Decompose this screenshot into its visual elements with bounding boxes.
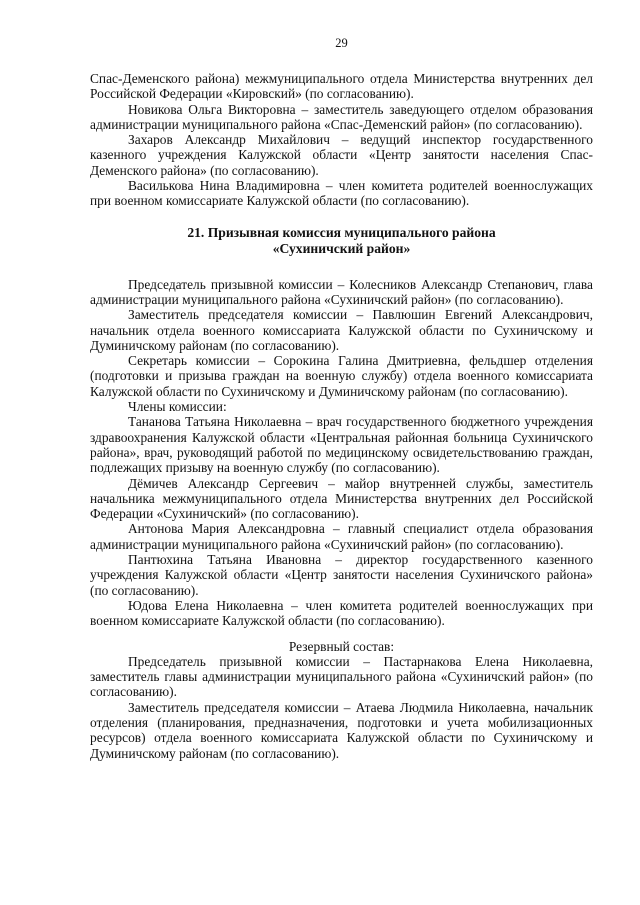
paragraph: Захаров Александр Михайлович – ведущий инспектор государственного казенного учреждения Калужской области «Центр занятости населения Спас-Деменского района» (по согласованию). bbox=[90, 132, 593, 178]
paragraph: Председатель призывной комиссии – Пастарнакова Елена Николаевна, заместитель главы администрации муниципального района «Сухиничский район» (по согласованию). bbox=[90, 653, 593, 700]
paragraph: Юдова Елена Николаевна – член комитета родителей военнослужащих при военном комиссариате Калужской области (по согласованию). bbox=[90, 597, 593, 629]
paragraph: Пантюхина Татьяна Ивановна – директор государственного казенного учреждения Калужской области «Центр занятости населения Сухиничского района» (по согласованию). bbox=[90, 552, 593, 598]
section-heading bbox=[90, 225, 593, 257]
section-title-line: «Сухиничский район» bbox=[272, 240, 411, 256]
paragraph: Секретарь комиссии – Сорокина Галина Дмитриевна, фельдшер отделения (подготовки и призыва граждан на военную службу) отдела военного комиссариата Калужской области по Сухиничскому и Думиничскому районам (по согласованию). bbox=[90, 353, 593, 399]
section-title-line: 21. Призывная комиссия муниципального района bbox=[187, 224, 496, 240]
paragraph: Председатель призывной комиссии – Колесников Александр Степанович, глава администрации муниципального района «Сухиничский район» (по согласованию). bbox=[90, 276, 593, 307]
members-label: Члены комиссии: bbox=[128, 399, 227, 415]
paragraph: Антонова Мария Александровна – главный специалист отдела образования администрации муниципального района «Сухиничский район» (по согласованию). bbox=[90, 521, 593, 552]
paragraph: Заместитель председателя комиссии – Атаева Людмила Николаевна, начальник отделения (планирования, предназначения, подготовки и учета мобилизационных ресурсов) отдела военного комиссариата Калужской области по Сухиничскому и Думиничскому районам (по согласованию). bbox=[90, 699, 593, 761]
reserve-heading: Резервный состав: bbox=[288, 638, 395, 654]
paragraph: Спас-Деменского района) межмуниципального отдела Министерства внутренних дел Российской Федерации «Кировский» (по согласованию). bbox=[90, 71, 593, 102]
document-body bbox=[90, 71, 593, 761]
paragraph: Василькова Нина Владимировна – член комитета родителей военнослужащих при военном комиссариате Калужской области (по согласованию). bbox=[90, 178, 593, 209]
paragraph: Заместитель председателя комиссии – Павлюшин Евгений Александрович, начальник отдела военного комиссариата Калужской области по Сухиничскому и Думиничскому районам (по согласованию). bbox=[90, 307, 593, 353]
paragraph: Дёмичев Александр Сергеевич – майор внутренней службы, заместитель начальника межмуниципального отдела Министерства внутренних дел Российской Федерации «Сухиничский» (по согласованию). bbox=[90, 475, 593, 522]
page-number: 29 bbox=[335, 36, 348, 50]
paragraph: Новикова Ольга Викторовна – заместитель заведующего отделом образования администрации муниципального района «Спас-Деменский район» (по согласованию). bbox=[90, 101, 593, 132]
paragraph: Тананова Татьяна Николаевна – врач государственного бюджетного учреждения здравоохранения Калужской области «Центральная районная больница Сухиничского района», врач, руководящий работой по медицинскому освидетельствованию граждан, подлежащих призыву на военную службу (по согласованию). bbox=[90, 414, 593, 476]
